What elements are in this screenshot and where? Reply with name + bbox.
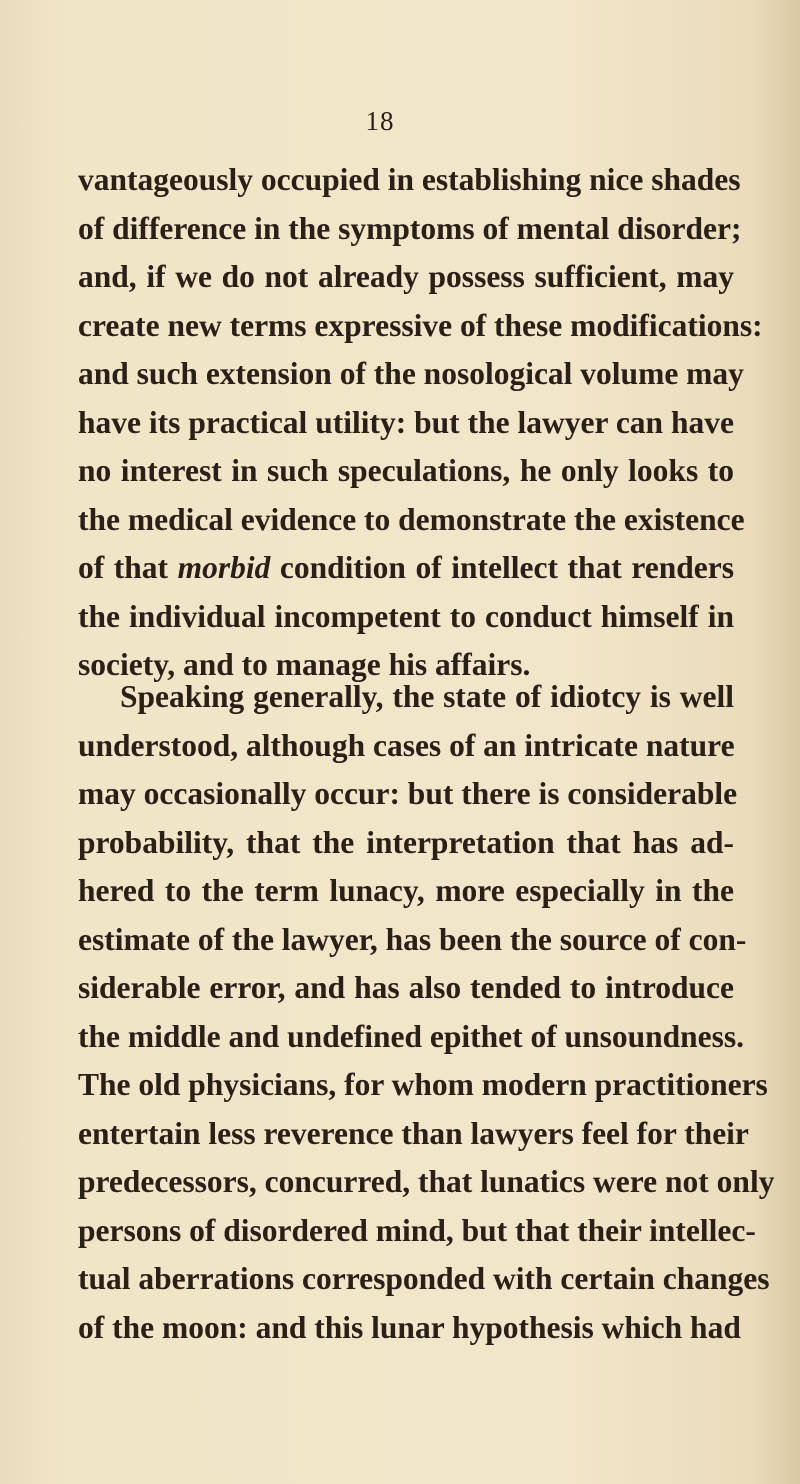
text-line: probability, that the interpretation that has ad- bbox=[78, 824, 734, 860]
text-line: predecessors, concurred, that lunatics were not only bbox=[78, 1164, 775, 1199]
text-line: vantageously occupied in establishing nice shades bbox=[78, 162, 741, 197]
text-line: no interest in such speculations, he only looks to bbox=[78, 453, 734, 488]
page-number: 18 bbox=[365, 106, 395, 136]
text-line: understood, although cases of an intricate nature bbox=[78, 727, 735, 763]
text-line: persons of disordered mind, but that their intellec- bbox=[78, 1212, 756, 1248]
text-line-with-emphasis bbox=[78, 544, 734, 593]
text-line: of the moon: and this lunar hypothesis which had bbox=[78, 1309, 741, 1345]
text-line: The old physicians, for whom modern practitioners bbox=[78, 1067, 768, 1102]
text-line: tual aberrations corresponded with certain changes bbox=[78, 1261, 770, 1296]
text-line: create new terms expressive of these modifications: bbox=[78, 307, 763, 343]
text-line: estimate of the lawyer, has been the source of con- bbox=[78, 921, 747, 957]
emphasized-word: morbid bbox=[177, 550, 271, 585]
text-line: siderable error, and has also tended to introduce bbox=[78, 970, 734, 1005]
line-end: condition of intellect that renders bbox=[270, 550, 734, 585]
text-line: and, if we do not already possess sufficient, may bbox=[78, 259, 734, 294]
text-line: the middle and undefined epithet of unsoundness. bbox=[78, 1018, 745, 1054]
text-line: Speaking generally, the state of idiotcy is well bbox=[120, 679, 734, 714]
paragraph-2 bbox=[78, 673, 775, 1352]
text-line: hered to the term lunacy, more especially in the bbox=[78, 873, 734, 908]
text-line: of difference in the symptoms of mental disorder; bbox=[78, 210, 742, 246]
text-line: entertain less reverence than lawyers feel for their bbox=[78, 1115, 749, 1151]
text-line: and such extension of the nosological volume may bbox=[78, 356, 744, 391]
line-start: of that bbox=[78, 550, 178, 585]
text-line: the medical evidence to demonstrate the existence bbox=[78, 501, 745, 537]
text-line: have its practical utility: but the lawyer can have bbox=[78, 404, 734, 440]
paragraph-1 bbox=[78, 156, 763, 690]
text-line: the individual incompetent to conduct himself in bbox=[78, 598, 734, 634]
text-line: society, and to manage his affairs. bbox=[78, 647, 531, 682]
text-line: may occasionally occur: but there is considerable bbox=[78, 776, 738, 811]
